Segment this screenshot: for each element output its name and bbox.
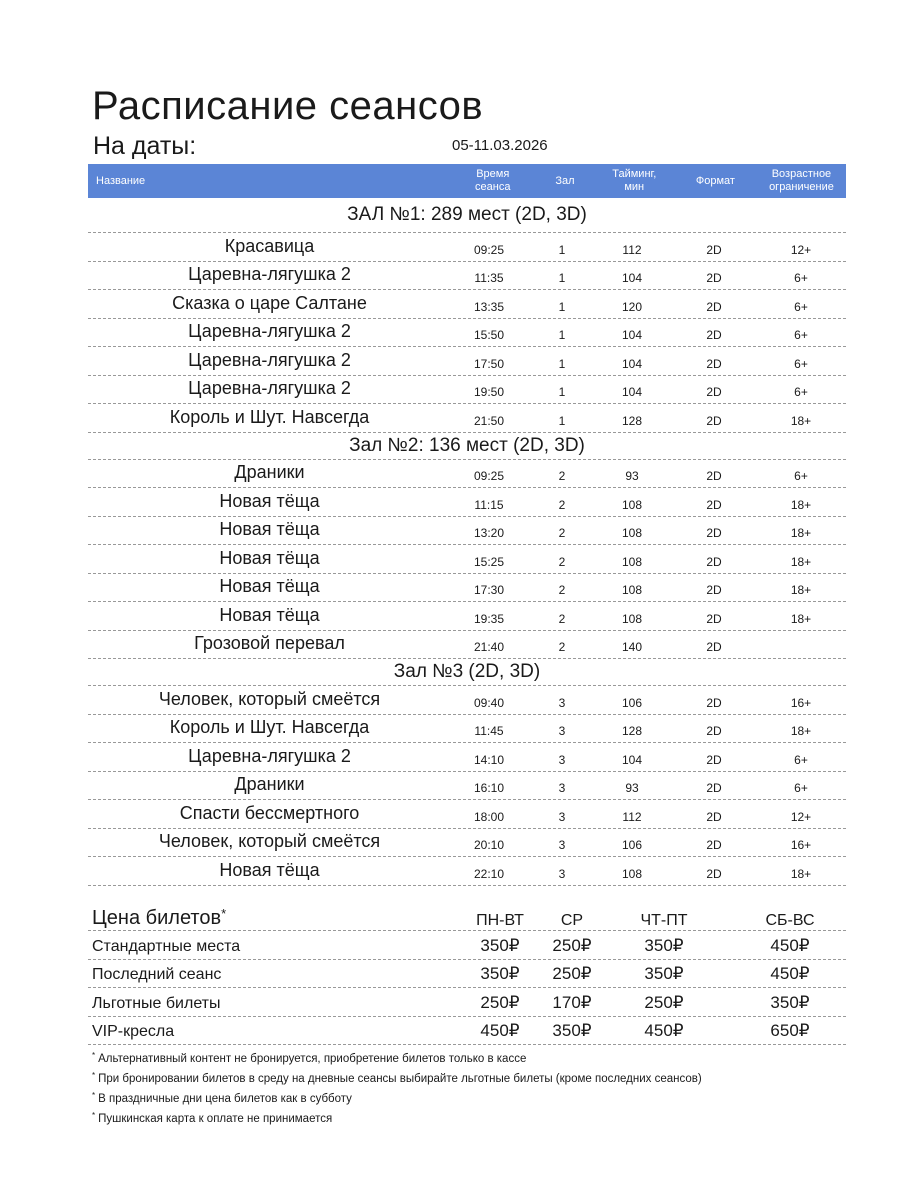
format: 2D xyxy=(706,724,722,738)
format: 2D xyxy=(706,611,722,626)
table-row xyxy=(88,800,846,829)
session-time: 09:25 xyxy=(473,242,505,257)
session-time: 09:25 xyxy=(473,469,505,483)
halls-container xyxy=(88,198,846,886)
age-rating: 6+ xyxy=(794,299,808,314)
age-rating: 18+ xyxy=(790,526,812,540)
age-rating: 18+ xyxy=(790,866,812,881)
table-row xyxy=(88,404,846,433)
duration: 104 xyxy=(621,328,643,342)
col-duration-header xyxy=(595,168,674,194)
movie-name: Человек, который смеётся xyxy=(158,831,381,851)
session-time: 16:10 xyxy=(473,781,505,795)
movie-name: Грозовой перевал xyxy=(194,633,345,653)
col-format-header: Формат xyxy=(695,174,735,187)
hall-number: 2 xyxy=(558,497,566,512)
session-time: 13:20 xyxy=(473,526,505,540)
duration: 93 xyxy=(625,781,639,795)
table-row xyxy=(88,347,846,376)
session-time: 17:30 xyxy=(473,583,505,597)
prices-table xyxy=(88,902,846,1045)
col-age-header xyxy=(757,168,846,194)
hall-number: 1 xyxy=(558,413,566,428)
duration: 104 xyxy=(621,271,643,285)
table-row xyxy=(88,319,846,348)
col-name-header: Название xyxy=(96,174,146,187)
age-rating: 6+ xyxy=(794,469,808,483)
age-rating: 18+ xyxy=(790,611,812,626)
prices-title-text: Цена билетов xyxy=(92,907,222,929)
price-value: 250₽ xyxy=(552,935,592,955)
age-rating: 6+ xyxy=(794,752,808,767)
format: 2D xyxy=(706,328,722,342)
hall-number: 2 xyxy=(558,469,566,483)
session-time: 15:50 xyxy=(473,328,505,342)
hall-number: 2 xyxy=(558,583,566,597)
session-time: 13:35 xyxy=(473,299,505,314)
hall-number: 1 xyxy=(558,385,566,399)
table-row xyxy=(88,602,846,631)
footnote-mark: * xyxy=(92,1091,96,1100)
price-value: 250₽ xyxy=(480,992,520,1012)
movie-name: Драники xyxy=(234,462,305,482)
price-value: 170₽ xyxy=(552,992,592,1012)
table-row xyxy=(88,233,846,262)
session-time: 14:10 xyxy=(473,752,505,767)
duration: 140 xyxy=(621,640,643,654)
age-rating: 12+ xyxy=(790,809,812,824)
movie-name: Новая тёща xyxy=(219,490,320,511)
col-duration-header-line1: Тайминг, xyxy=(612,168,657,180)
table-row xyxy=(88,488,846,517)
hall-number: 1 xyxy=(558,271,566,285)
price-row xyxy=(88,960,846,989)
movie-name: Царевна-лягушка 2 xyxy=(188,349,351,370)
format: 2D xyxy=(706,781,722,795)
duration: 108 xyxy=(621,583,643,597)
session-time: 20:10 xyxy=(473,838,505,852)
price-value: 350₽ xyxy=(480,964,520,983)
age-rating: 16+ xyxy=(790,695,812,710)
duration: 108 xyxy=(621,611,643,626)
movie-name: Сказка о царе Салтане xyxy=(172,292,367,313)
movie-name: Новая тёща xyxy=(219,547,320,568)
footnote xyxy=(92,1046,852,1066)
table-row xyxy=(88,517,846,546)
age-rating: 6+ xyxy=(794,385,808,399)
price-value: 450₽ xyxy=(480,1021,520,1040)
format: 2D xyxy=(706,242,722,257)
movie-name: Драники xyxy=(234,774,305,794)
footnote-mark: * xyxy=(92,1071,96,1080)
price-rows xyxy=(88,931,846,1045)
age-rating: 18+ xyxy=(790,724,812,738)
schedule-table xyxy=(88,164,846,886)
duration: 106 xyxy=(621,695,643,710)
age-rating: 6+ xyxy=(794,328,808,342)
session-time: 19:50 xyxy=(473,385,505,399)
hall-number: 3 xyxy=(558,781,566,795)
price-value: 250₽ xyxy=(644,992,684,1012)
duration: 104 xyxy=(621,752,643,767)
session-time: 21:40 xyxy=(473,640,505,654)
age-rating: 18+ xyxy=(790,583,812,597)
age-rating: 18+ xyxy=(790,554,812,569)
price-row-label: Льготные билеты xyxy=(92,994,221,1012)
col-age-header-line1: Возрастное xyxy=(771,168,832,180)
col-time-header xyxy=(450,168,535,194)
footnote-mark: * xyxy=(92,1111,96,1120)
format: 2D xyxy=(706,497,722,512)
price-row xyxy=(88,931,846,960)
format: 2D xyxy=(706,809,722,824)
hall-number: 2 xyxy=(558,554,566,569)
prices-title-asterisk: * xyxy=(221,906,227,921)
movie-name: Король и Шут. Навсегда xyxy=(169,717,370,737)
format: 2D xyxy=(706,271,722,285)
age-rating: 6+ xyxy=(794,271,808,285)
format: 2D xyxy=(706,356,722,371)
format: 2D xyxy=(706,526,722,540)
format: 2D xyxy=(706,299,722,314)
hall-number: 3 xyxy=(558,866,566,881)
movie-name: Новая тёща xyxy=(219,519,320,539)
age-rating: 16+ xyxy=(790,838,812,852)
hall-number: 1 xyxy=(558,356,566,371)
footnote xyxy=(92,1066,852,1086)
price-value: 650₽ xyxy=(770,1021,810,1040)
format: 2D xyxy=(706,469,722,483)
duration: 108 xyxy=(621,866,643,881)
movie-name: Красавица xyxy=(224,235,315,256)
hall-number: 1 xyxy=(558,242,566,257)
hall-title: Зал №3 (2D, 3D) xyxy=(88,659,846,686)
hall-number: 3 xyxy=(558,809,566,824)
hall-number: 3 xyxy=(558,838,566,852)
dates-label: На даты: xyxy=(93,132,197,160)
col-hall-header: Зал xyxy=(555,174,575,187)
format: 2D xyxy=(706,385,722,399)
price-col-thu-fri: ЧТ-ПТ xyxy=(640,912,688,929)
age-rating: 6+ xyxy=(794,781,808,795)
movie-name: Новая тёща xyxy=(219,859,320,880)
prices-title xyxy=(88,906,450,930)
price-value: 350₽ xyxy=(644,964,684,983)
movie-name: Новая тёща xyxy=(219,576,320,596)
price-value: 350₽ xyxy=(644,935,684,955)
table-row xyxy=(88,715,846,744)
format: 2D xyxy=(706,866,722,881)
hall-number: 2 xyxy=(558,526,566,540)
footnote-text: Альтернативный контент не бронируется, приобретение билетов только в кассе xyxy=(98,1053,527,1065)
session-time: 09:40 xyxy=(473,695,505,710)
price-row-label: Последний сеанс xyxy=(92,966,222,983)
footnote xyxy=(92,1106,852,1126)
hall-number: 1 xyxy=(558,328,566,342)
footnote-text: Пушкинская карта к оплате не принимается xyxy=(98,1113,333,1125)
price-row-label: VIP-кресла xyxy=(92,1023,175,1040)
hall-title: Зал №2: 136 мест (2D, 3D) xyxy=(88,433,846,460)
price-value: 350₽ xyxy=(480,935,520,955)
hall-number: 1 xyxy=(558,299,566,314)
movie-name: Царевна-лягушка 2 xyxy=(188,745,351,766)
duration: 108 xyxy=(621,554,643,569)
table-row xyxy=(88,574,846,603)
duration: 128 xyxy=(621,413,643,428)
duration: 128 xyxy=(621,724,643,738)
movie-name: Царевна-лягушка 2 xyxy=(188,378,351,398)
price-row-label: Стандартные места xyxy=(92,937,241,955)
price-value: 350₽ xyxy=(770,992,810,1012)
format: 2D xyxy=(706,554,722,569)
footnote-mark: * xyxy=(92,1051,96,1060)
movie-name: Царевна-лягушка 2 xyxy=(188,264,351,284)
duration: 104 xyxy=(621,356,643,371)
price-value: 450₽ xyxy=(644,1021,684,1040)
table-row xyxy=(88,772,846,801)
table-row xyxy=(88,376,846,405)
hall-number: 3 xyxy=(558,724,566,738)
format: 2D xyxy=(706,413,722,428)
session-time: 18:00 xyxy=(473,809,505,824)
footnotes xyxy=(92,1046,852,1126)
dates-value: 05-11.03.2026 xyxy=(452,137,548,154)
price-col-wed: СР xyxy=(560,912,584,929)
hall-number: 2 xyxy=(558,611,566,626)
session-time: 22:10 xyxy=(473,866,505,881)
format: 2D xyxy=(706,640,722,654)
table-row xyxy=(88,686,846,715)
age-rating: 6+ xyxy=(794,356,808,371)
price-value: 450₽ xyxy=(770,964,810,983)
page-title: Расписание сеансов xyxy=(92,84,484,128)
hall-title: ЗАЛ №1: 289 мест (2D, 3D) xyxy=(88,198,846,233)
age-rating: 18+ xyxy=(790,413,812,428)
session-time: 11:45 xyxy=(474,724,504,738)
session-time: 11:15 xyxy=(474,497,504,512)
movie-name: Человек, который смеётся xyxy=(158,688,381,709)
col-age-header-line2: ограничение xyxy=(769,181,834,193)
price-row xyxy=(88,988,846,1017)
col-time-header-line2: сеанса xyxy=(475,181,511,193)
duration: 112 xyxy=(622,809,642,824)
col-time-header-line1: Время xyxy=(476,168,510,180)
table-row xyxy=(88,545,846,574)
session-time: 11:35 xyxy=(474,271,504,285)
footnote-text: В праздничные дни цена билетов как в субботу xyxy=(98,1093,352,1105)
col-duration-header-line2: мин xyxy=(624,181,645,193)
duration: 93 xyxy=(625,469,639,483)
table-row xyxy=(88,262,846,291)
session-time: 19:35 xyxy=(473,611,505,626)
session-time: 15:25 xyxy=(473,554,505,569)
price-row xyxy=(88,1017,846,1046)
movie-name: Король и Шут. Навсегда xyxy=(169,406,370,427)
hall-number: 3 xyxy=(558,695,566,710)
movie-name: Спасти бессмертного xyxy=(179,802,360,823)
format: 2D xyxy=(706,695,722,710)
age-rating: 12+ xyxy=(790,242,812,257)
price-value: 250₽ xyxy=(552,964,592,983)
table-row xyxy=(88,631,846,660)
table-row xyxy=(88,460,846,489)
schedule-header xyxy=(88,164,846,198)
price-value: 450₽ xyxy=(770,935,810,955)
format: 2D xyxy=(706,752,722,767)
footnote xyxy=(92,1086,852,1106)
movie-name: Царевна-лягушка 2 xyxy=(188,321,351,341)
price-col-mon-tue: ПН-ВТ xyxy=(476,912,524,929)
duration: 120 xyxy=(621,299,643,314)
duration: 106 xyxy=(621,838,643,852)
session-time: 21:50 xyxy=(473,413,505,428)
table-row xyxy=(88,829,846,858)
table-row xyxy=(88,290,846,319)
duration: 104 xyxy=(621,385,643,399)
prices-header xyxy=(88,902,846,931)
format: 2D xyxy=(706,583,722,597)
table-row xyxy=(88,857,846,886)
hall-number: 2 xyxy=(558,640,566,654)
price-col-sat-sun: СБ-ВС xyxy=(765,912,815,929)
format: 2D xyxy=(706,838,722,852)
duration: 108 xyxy=(621,526,643,540)
hall-number: 3 xyxy=(558,752,566,767)
age-rating: 18+ xyxy=(790,497,812,512)
price-value: 350₽ xyxy=(552,1021,592,1040)
session-time: 17:50 xyxy=(473,356,505,371)
footnote-text: При бронировании билетов в среду на дневные сеансы выбирайте льготные билеты (кроме последних сеансов) xyxy=(98,1073,702,1085)
duration: 112 xyxy=(622,242,642,257)
movie-name: Новая тёща xyxy=(219,604,320,625)
duration: 108 xyxy=(621,497,643,512)
table-row xyxy=(88,743,846,772)
